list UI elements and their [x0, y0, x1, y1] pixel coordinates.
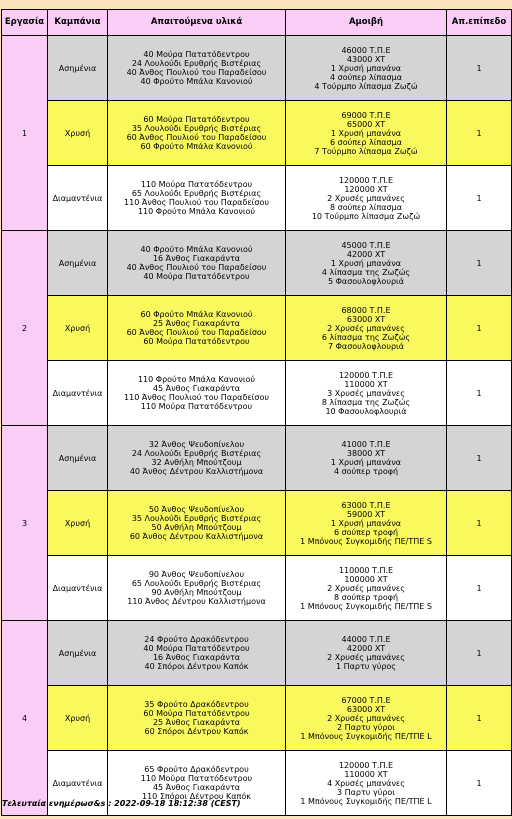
header-level: Απ.επίπεδο [447, 10, 512, 36]
material-line: 24 Λουλούδι Ερυθρής Βιστέριας [131, 59, 262, 68]
table-body [2, 36, 512, 816]
material-line: 40 Φρούτο Μπάλα Κανονιού [140, 77, 253, 86]
required-materials [108, 36, 286, 101]
required-level: 1 [447, 621, 512, 686]
task-number: 4 [2, 621, 48, 816]
material-line: 90 Άνθος Ψευδοπίνελου [148, 570, 245, 579]
reward-line: 120000 Τ.Π.Ε [338, 370, 394, 380]
material-line: 110 Μούρα Πατατόδεντρου [140, 774, 253, 783]
material-line: 110 Μούρα Πατατόδεντρου [140, 402, 253, 411]
table-row [2, 686, 512, 751]
material-line: 60 Μούρα Πατατόδεντρου [143, 115, 250, 124]
table-row [2, 36, 512, 101]
campaign-tier: Ασημένια [48, 231, 108, 296]
reward-line: 44000 Τ.Π.Ε [341, 635, 391, 644]
material-line: 45 Άνθος Γιακαράντα [152, 384, 241, 393]
material-line: 60 Μούρα Πατατόδεντρου [143, 709, 250, 718]
table-row [2, 556, 512, 621]
reward-line: 42000 XT [346, 249, 386, 259]
material-line: 32 Ανθήλη Μπούτζουμ [151, 458, 242, 467]
material-line: 35 Φρούτο Δρακόδεντρου [144, 700, 249, 709]
reward-line: 1 Παρτυ γύρος [335, 662, 397, 671]
last-updated-footer: Τελευταία ενημέρωσ&s : 2022-09-18 18:12:38 (CEST) [2, 799, 241, 808]
reward-line: 4 λίπασμα της Ζωζώς [321, 267, 411, 277]
reward-line: 3 Χρυσές μπανάνες [327, 388, 405, 398]
table-row [2, 231, 512, 296]
material-line: 16 Άνθος Γιακαράντα [152, 254, 241, 263]
material-line: 40 Μούρα Πατατόδεντρου [143, 644, 250, 653]
reward [286, 751, 447, 816]
reward-line: 5 Φασουλοφλουριά [327, 276, 405, 286]
material-line: 16 Άνθος Γιακαράντα [152, 653, 241, 662]
reward-line: 120000 XT [344, 184, 388, 194]
material-line: 110 Φρούτο Μπάλα Κανονιού [137, 207, 256, 216]
reward-line: 65000 XT [346, 119, 386, 129]
header-materials: Απαιτούμενα υλικά [108, 10, 286, 36]
material-line: 110 Σπόροι Δέντρου Καπόκ [142, 792, 251, 801]
reward-line: 8 σούπερ τροφή [333, 592, 399, 602]
table-row [2, 621, 512, 686]
reward-line: 2 Παρτυ γύροι [336, 722, 396, 732]
material-line: 60 Φρούτο Μπάλα Κανονιού [140, 142, 253, 151]
reward-line: 63000 XT [346, 314, 386, 324]
reward-line: 1 Μπόνους Συγκομιδής ΠΕ/ΤΠΕ L [300, 731, 432, 741]
reward-line: 110000 XT [344, 379, 388, 389]
material-line: 110 Άνθος Πουλιού του Παραδείσου [124, 393, 269, 402]
reward [286, 491, 447, 556]
reward-line: 120000 Τ.Π.Ε [338, 175, 394, 185]
required-materials [108, 231, 286, 296]
material-line: 25 Άνθος Γιακαράντα [152, 319, 241, 328]
reward-line: 3 Παρτυ γύροι [336, 787, 396, 797]
material-line: 40 Άνθος Πουλιού του Παραδείσου [126, 263, 267, 272]
material-line: 40 Άνθος Πουλιού του Παραδείσου [126, 68, 267, 77]
required-materials [108, 621, 286, 686]
required-level: 1 [447, 686, 512, 751]
campaign-tier: Χρυσή [48, 296, 108, 361]
reward-line: 1 Χρυσή μπανάνα [330, 128, 402, 138]
reward-line: 67000 Τ.Π.Ε [341, 695, 391, 705]
required-materials [108, 101, 286, 166]
task-number: 1 [2, 36, 48, 231]
reward-line: 41000 Τ.Π.Ε [341, 440, 391, 449]
reward-line: 2 Χρυσές μπανάνες [327, 653, 405, 662]
material-line: 60 Άνθος Πουλιού του Παραδείσου [126, 133, 267, 142]
reward-line: 1 Μπόνους Συγκομιδής ΠΕ/ΤΠΕ S [300, 601, 432, 611]
reward-line: 4 σούπερ λίπασμα [330, 72, 402, 82]
tasks-table [1, 9, 512, 816]
required-level: 1 [447, 166, 512, 231]
campaign-tier: Διαμαντένια [48, 751, 108, 816]
reward-line: 110000 XT [344, 769, 388, 779]
required-level: 1 [447, 101, 512, 166]
reward-line: 4 Χρυσές μπανάνες [327, 778, 405, 788]
campaign-tier: Διαμαντένια [48, 361, 108, 426]
header-reward: Αμοιβή [286, 10, 447, 36]
reward [286, 426, 447, 491]
material-line: 25 Άνθος Γιακαράντα [152, 718, 241, 727]
material-line: 65 Λουλούδι Ερυθρής Βιστέριας [131, 189, 262, 198]
reward-line: 8 λίπασμα της Ζωζώς [321, 397, 411, 407]
reward [286, 101, 447, 166]
reward [286, 621, 447, 686]
reward [286, 166, 447, 231]
reward-line: 1 Μπόνους Συγκομιδής ΠΕ/ΤΠΕ L [300, 796, 432, 806]
material-line: 65 Λουλούδι Ερυθρής Βιστέριας [131, 579, 262, 588]
reward-line: 1 Μπόνους Συγκομιδής ΠΕ/ΤΠΕ S [300, 536, 432, 546]
campaign-tier: Χρυσή [48, 491, 108, 556]
reward-line: 6 σούπερ λίπασμα [330, 137, 402, 147]
material-line: 110 Άνθος Πουλιού του Παραδείσου [124, 198, 269, 207]
reward-line: 2 Χρυσές μπανάνες [327, 323, 405, 333]
material-line: 50 Άνθος Ψευδοπίνελου [148, 505, 245, 514]
required-level: 1 [447, 426, 512, 491]
required-materials [108, 296, 286, 361]
reward-line: 45000 Τ.Π.Ε [341, 240, 391, 250]
reward-line: 100000 XT [344, 574, 388, 584]
reward [286, 556, 447, 621]
material-line: 60 Άνθος Δέντρου Καλλιστήμονα [129, 532, 264, 541]
reward [286, 296, 447, 361]
campaign-tier: Ασημένια [48, 426, 108, 491]
material-line: 24 Φρούτο Δρακόδεντρου [144, 635, 249, 644]
material-line: 60 Μούρα Πατατόδεντρου [143, 337, 250, 346]
header-task: Εργασία [2, 10, 48, 36]
material-line: 60 Σπόροι Δέντρου Καπόκ [144, 727, 249, 736]
reward-line: 2 Χρυσές μπανάνες [327, 713, 405, 723]
required-level: 1 [447, 751, 512, 816]
reward-line: 6 λίπασμα της Ζωζώς [321, 332, 411, 342]
tasks-table-wrapper [1, 9, 511, 816]
required-materials [108, 166, 286, 231]
campaign-tier: Χρυσή [48, 686, 108, 751]
header-campaign: Καμπάνια [48, 10, 108, 36]
reward-line: 46000 Τ.Π.Ε [341, 45, 391, 55]
campaign-tier: Χρυσή [48, 101, 108, 166]
reward-line: 120000 Τ.Π.Ε [338, 760, 394, 770]
material-line: 40 Μούρα Πατατόδεντρου [143, 272, 250, 281]
reward-line: 1 Χρυσή μπανάνα [330, 258, 402, 268]
required-materials [108, 426, 286, 491]
required-level: 1 [447, 296, 512, 361]
reward-line: 10 Τούρμπο λίπασμα Ζωζώ [311, 211, 421, 221]
reward-line: 43000 XT [346, 54, 386, 64]
table-header-row [2, 10, 512, 36]
table-row [2, 166, 512, 231]
required-materials [108, 556, 286, 621]
reward-line: 1 Χρυσή μπανάνα [330, 518, 402, 528]
required-materials [108, 361, 286, 426]
campaign-tier: Διαμαντένια [48, 556, 108, 621]
task-number: 2 [2, 231, 48, 426]
material-line: 110 Φρούτο Μπάλα Κανονιού [137, 375, 256, 384]
table-row [2, 296, 512, 361]
material-line: 50 Ανθήλη Μπούτζουμ [151, 523, 242, 532]
required-level: 1 [447, 36, 512, 101]
reward [286, 36, 447, 101]
task-number: 3 [2, 426, 48, 621]
table-row [2, 101, 512, 166]
reward-line: 1 Χρυσή μπανάνα [330, 458, 402, 467]
reward-line: 59000 XT [346, 509, 386, 519]
reward-line: 6 σούπερ τροφή [333, 527, 399, 537]
campaign-tier: Διαμαντένια [48, 166, 108, 231]
reward [286, 686, 447, 751]
material-line: 110 Άνθος Δέντρου Καλλιστήμονα [127, 597, 266, 606]
material-line: 35 Λουλούδι Ερυθρής Βιστέριας [131, 514, 262, 523]
material-line: 90 Ανθήλη Μπούτζουμ [151, 588, 242, 597]
reward-line: 2 Χρυσές μπανάνες [327, 583, 405, 593]
required-level: 1 [447, 361, 512, 426]
material-line: 40 Άνθος Δέντρου Καλλιστήμονα [129, 467, 264, 476]
reward-line: 63000 Τ.Π.Ε [341, 500, 391, 510]
table-row [2, 426, 512, 491]
material-line: 24 Λουλούδι Ερυθρής Βιστέριας [131, 449, 262, 458]
reward [286, 231, 447, 296]
material-line: 32 Άνθος Ψευδοπίνελου [148, 440, 245, 449]
reward-line: 4 Τούρμπο λίπασμα Ζωζώ [314, 81, 418, 91]
reward-line: 110000 Τ.Π.Ε [338, 565, 394, 575]
material-line: 40 Φρούτο Μπάλα Κανονιού [140, 245, 253, 254]
reward-line: 68000 Τ.Π.Ε [341, 305, 391, 315]
reward-line: 8 σούπερ λίπασμα [330, 202, 402, 212]
required-level: 1 [447, 556, 512, 621]
material-line: 60 Φρούτο Μπάλα Κανονιού [140, 310, 253, 319]
reward-line: 10 Φασουλοφλουριά [325, 406, 407, 416]
campaign-tier: Ασημένια [48, 36, 108, 101]
reward-line: 42000 XT [346, 644, 386, 653]
table-row [2, 361, 512, 426]
reward-line: 4 σούπερ τροφή [333, 467, 399, 476]
reward-line: 2 Χρυσές μπανάνες [327, 193, 405, 203]
material-line: 35 Λουλούδι Ερυθρής Βιστέριας [131, 124, 262, 133]
material-line: 65 Φρούτο Δρακόδεντρου [144, 765, 249, 774]
material-line: 60 Άνθος Πουλιού του Παραδείσου [126, 328, 267, 337]
reward-line: 7 Τούρμπο λίπασμα Ζωζώ [314, 146, 418, 156]
required-level: 1 [447, 231, 512, 296]
reward-line: 38000 XT [346, 449, 386, 458]
required-level: 1 [447, 491, 512, 556]
reward-line: 69000 Τ.Π.Ε [341, 110, 391, 120]
required-materials [108, 686, 286, 751]
reward [286, 361, 447, 426]
material-line: 110 Μούρα Πατατόδεντρου [140, 180, 253, 189]
reward-line: 63000 XT [346, 704, 386, 714]
table-row [2, 491, 512, 556]
reward-line: 1 Χρυσή μπανάνα [330, 63, 402, 73]
campaign-tier: Ασημένια [48, 621, 108, 686]
material-line: 40 Μούρα Πατατόδεντρου [143, 50, 250, 59]
reward-line: 7 Φασουλοφλουριά [327, 341, 405, 351]
material-line: 40 Σπόροι Δέντρου Καπόκ [144, 662, 249, 671]
required-materials [108, 491, 286, 556]
material-line: 45 Άνθος Γιακαράντα [152, 783, 241, 792]
